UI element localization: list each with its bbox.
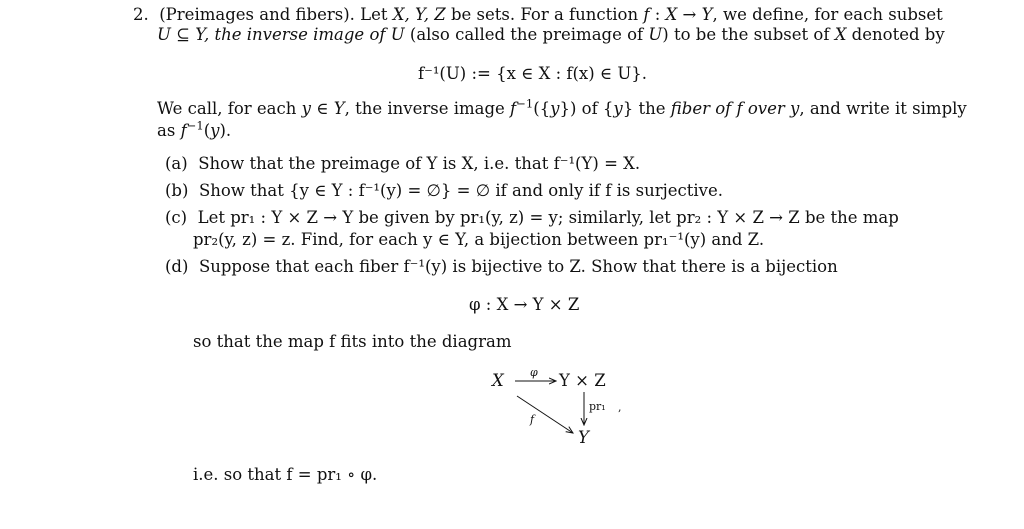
problem-number: 2. (133, 5, 149, 24)
diagram-comma: , (618, 401, 622, 414)
commutative-diagram (470, 360, 660, 455)
f-arrow (517, 396, 573, 433)
fiber-definition-line: We call, for each y ∈ Y, the inverse image $f^{-1}(\{y\})$ of {y} the fiber of f over y, and write it simply (157, 96, 967, 118)
final-condition: i.e. so that f = pr₁ ∘ φ. (193, 465, 378, 484)
part-b: (b) Show that {y ∈ Y : f⁻¹(y) = ∅} = ∅ if and only if f is surjective. (165, 181, 723, 200)
problem-definition-line: U ⊆ Y, the inverse image of U (also called the preimage of U) to be the subset of X denoted by (157, 25, 945, 44)
diagram-YxZ: Y × Z (559, 371, 606, 390)
diagram-pr1-label: pr₁ (589, 400, 606, 413)
diagram-X: X (492, 371, 504, 390)
part-c-line1: (c) Let pr₁ : Y × Z → Y be given by pr₁(y, z) = y; similarly, let pr₂ : Y × Z → Z be the map (165, 208, 899, 227)
diagram-Y: Y (578, 428, 589, 447)
diagram-f-label: f (530, 413, 535, 426)
fiber-notation-line: as $f^{-1}(y)$. (157, 118, 232, 140)
bijection-equation: φ : X → Y × Z (469, 295, 580, 314)
part-a: (a) Show that the preimage of Y is X, i.e. that f⁻¹(Y) = X. (165, 154, 641, 173)
preimage-definition-equation: f⁻¹(U) := {x ∈ X : f(x) ∈ U}. (418, 64, 648, 83)
part-c-line2: pr₂(y, z) = z. Find, for each y ∈ Y, a bijection between pr₁⁻¹(y) and Z. (193, 230, 765, 249)
diagram-intro: so that the map f fits into the diagram (193, 332, 512, 351)
diagram-phi-label: φ (530, 366, 538, 379)
part-d: (d) Suppose that each fiber f⁻¹(y) is bijective to Z. Show that there is a bijection (165, 257, 838, 276)
problem-intro-line: 2. (Preimages and fibers). Let X, Y, Z be sets. For a function f : X → Y, we define, for each subset (133, 5, 943, 24)
